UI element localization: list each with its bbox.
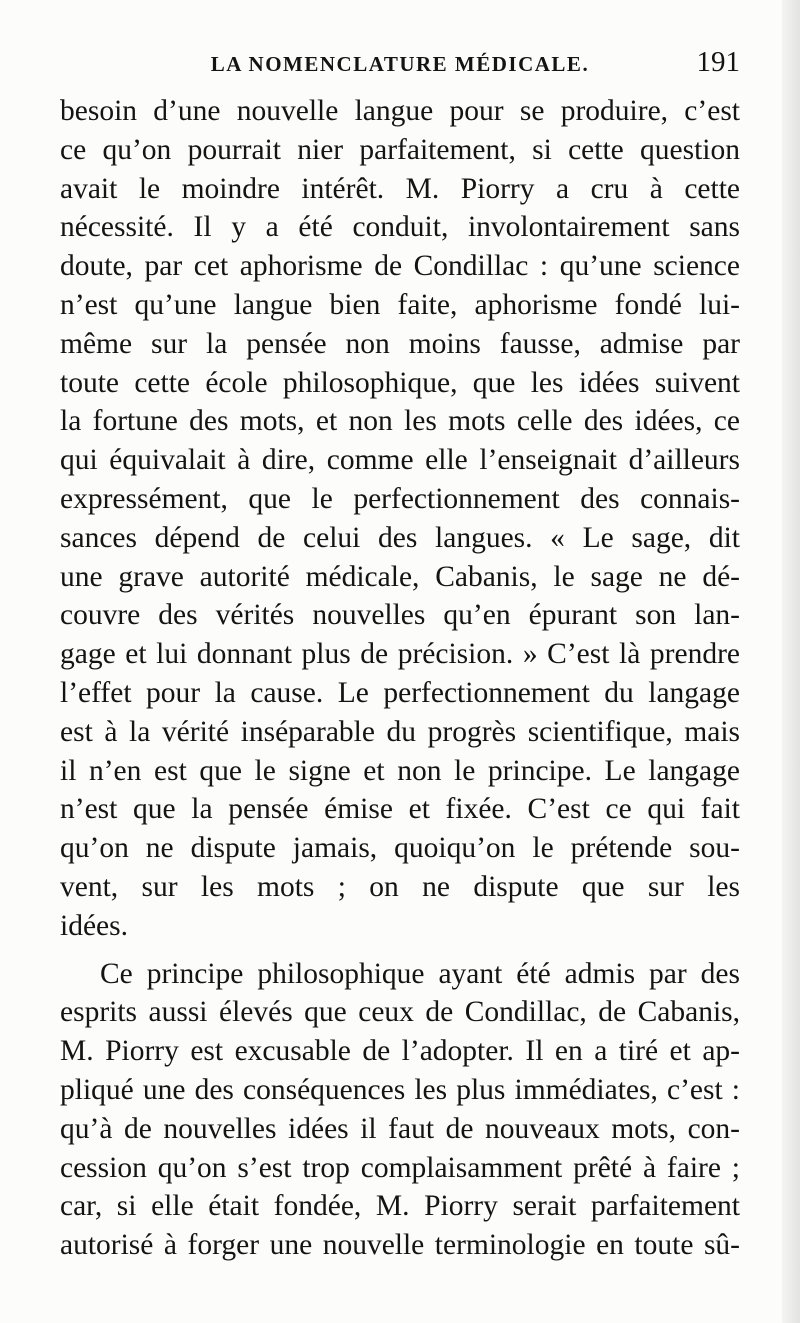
body-text — [60, 92, 740, 1265]
text-line: nécessité. Il y a été conduit, involontairement sans — [60, 211, 740, 244]
text-line: une grave autorité médicale, Cabanis, le sage ne dé- — [60, 560, 740, 593]
paragraph-1 — [60, 92, 740, 946]
paragraph-2 — [60, 955, 740, 1265]
text-line: la fortune des mots, et non les mots celle des idées, ce — [60, 405, 740, 438]
page-header — [60, 46, 740, 86]
text-line: esprits aussi élevés que ceux de Condillac, de Cabanis, — [60, 996, 740, 1029]
text-line: toute cette école philosophique, que les idées suivent — [60, 366, 740, 399]
text-line: même sur la pensée non moins fausse, admise par — [60, 327, 740, 360]
text-line: M. Piorry est excusable de l’adopter. Il en a tiré et ap- — [60, 1035, 740, 1068]
page-number: 191 — [696, 46, 740, 78]
text-line: cession qu’on s’est trop complaisamment prêté à faire ; — [60, 1151, 740, 1184]
text-line: qu’à de nouvelles idées il faut de nouveaux mots, con- — [60, 1112, 740, 1145]
text-line: qu’on ne dispute jamais, quoiqu’on le prétende sou- — [60, 832, 740, 865]
text-line: n’est que la pensée émise et fixée. C’est ce qui fait — [60, 793, 740, 826]
text-line: gage et lui donnant plus de précision. » C’est là prendre — [60, 638, 740, 671]
text-line: besoin d’une nouvelle langue pour se produire, c’est — [60, 95, 740, 127]
text-line: expressément, que le perfectionnement des connais- — [60, 482, 740, 515]
text-line: doute, par cet aphorisme de Condillac : qu’une science — [60, 250, 740, 283]
text-line: n’est qu’une langue bien faite, aphorisme fondé lui- — [60, 288, 740, 321]
text-line: Ce principe philosophique ayant été admis par des — [100, 957, 740, 990]
text-line: car, si elle était fondée, M. Piorry serait parfaitement — [60, 1190, 740, 1223]
running-head: LA NOMENCLATURE MÉDICALE. — [210, 52, 590, 76]
text-line: sances dépend de celui des langues. « Le sage, dit — [60, 521, 740, 554]
text-line: couvre des vérités nouvelles qu’en épurant son lan- — [60, 599, 740, 632]
paragraph-gap — [60, 946, 740, 955]
text-line: vent, sur les mots ; on ne dispute que sur les — [60, 870, 740, 903]
text-line: idées. — [60, 909, 128, 942]
text-line: ce qu’on pourrait nier parfaitement, si cette question — [60, 133, 740, 166]
page-edge-shadow — [782, 0, 800, 1323]
text-line: est à la vérité inséparable du progrès scientifique, mais — [60, 715, 740, 748]
text-line: l’effet pour la cause. Le perfectionnement du langage — [60, 676, 740, 709]
text-line: qui équivalait à dire, comme elle l’enseignait d’ailleurs — [60, 444, 740, 477]
text-line: il n’en est que le signe et non le principe. Le langage — [60, 754, 740, 787]
text-line: pliqué une des conséquences les plus immédiates, c’est : — [60, 1073, 740, 1106]
text-line: avait le moindre intérêt. M. Piorry a cru à cette — [60, 172, 740, 205]
text-line: autorisé à forger une nouvelle terminologie en toute sû- — [60, 1229, 740, 1262]
